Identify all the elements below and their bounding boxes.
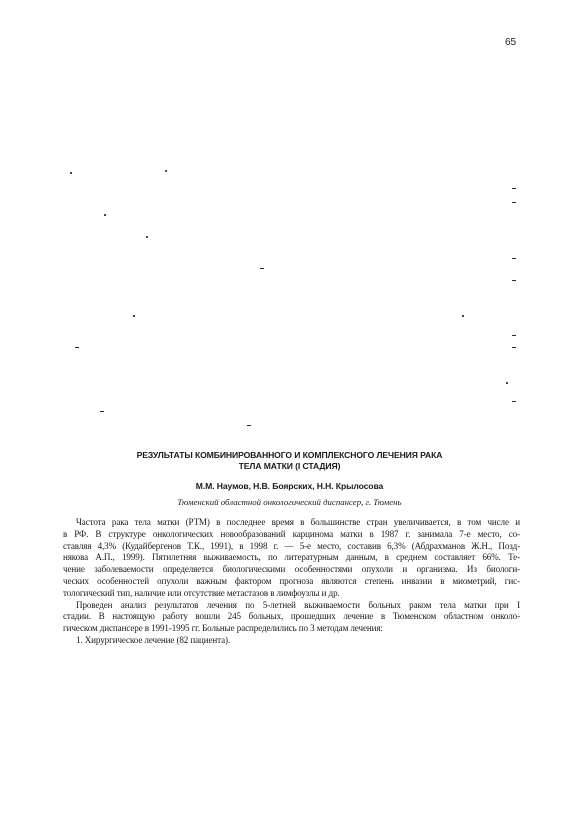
paragraph: [63, 517, 520, 600]
text-line: чение заболеваемости определяется биологическими особенностями опухоли и организма. Из биологи-: [63, 564, 520, 575]
scan-artifact: [133, 315, 135, 317]
scan-artifact: [247, 425, 251, 426]
scan-artifact: [70, 172, 72, 174]
text-line: някова А.П., 1999). Пятилетняя выживаемость, по литературным данным, в среднем составляет 66%. Те-: [63, 552, 520, 563]
scan-artifact: [146, 236, 148, 238]
text-line: Частота рака тела матки (РТМ) в последнее время в большинстве стран увеличивается, в том числе и: [76, 517, 520, 527]
article-title-line: РЕЗУЛЬТАТЫ КОМБИНИРОВАННОГО И КОМПЛЕКСНОГО ЛЕЧЕНИЯ РАКА: [136, 450, 443, 460]
text-line: стадии. В настоящую работу вошли 245 больных, прошедших лечение в Тюменском областном онколо-: [63, 611, 520, 622]
scan-artifact: [506, 382, 508, 384]
scan-artifact: [512, 258, 516, 259]
text-line: тологический тип, наличие или отсутствие метастазов в лимфоузлы и др.: [63, 587, 340, 598]
paragraph: [63, 600, 520, 635]
scan-artifact: [512, 335, 516, 336]
article-affiliation: Тюменский областной онкологический диспансер, г. Тюмень: [177, 497, 402, 507]
scan-artifact: [512, 401, 516, 402]
text-line: гическом диспансере в 1991-1995 гг. Больные распределились по 3 методам лечения:: [63, 623, 383, 634]
list: [63, 635, 520, 647]
scan-artifact: [512, 202, 516, 203]
article-title: [0, 450, 579, 472]
scan-artifact: [100, 411, 104, 412]
scan-artifact: [104, 214, 106, 216]
page-number: 65: [505, 37, 517, 48]
article-title-line: ТЕЛА МАТКИ (I СТАДИЯ): [238, 461, 341, 471]
scan-artifact: [512, 188, 516, 189]
scan-artifact: [512, 280, 516, 281]
scan-artifact: [512, 347, 516, 348]
text-line: ческих особенностей опухоли важным фактором прогноза являются степень инвазии в миометрий, гис-: [63, 575, 520, 586]
scan-artifact: [75, 347, 79, 348]
text-line: Проведен анализ результатов лечения по 5-летней выживаемости больных раком тела матки при I: [76, 599, 520, 610]
article-authors: М.М. Наумов, Н.В. Боярских, Н.Н. Крылосова: [195, 481, 384, 491]
scan-artifact: [462, 315, 464, 317]
list-item: 1. Хирургическое лечение (82 пациента).: [76, 634, 231, 645]
text-line: ставляя 4,3% (Кудайбергенов Т.К., 1991), в 1998 г. — 5-е место, составив 6,3% (Абдрахманов Ж.Н., Позд-: [63, 540, 520, 551]
article-body: [63, 517, 520, 647]
scan-artifact: [260, 268, 264, 269]
text-line: в РФ. В структуре онкологических новообразований карцинома матки в 1987 г. занимала 7-е место, со-: [63, 528, 520, 539]
scan-artifact: [165, 170, 167, 172]
